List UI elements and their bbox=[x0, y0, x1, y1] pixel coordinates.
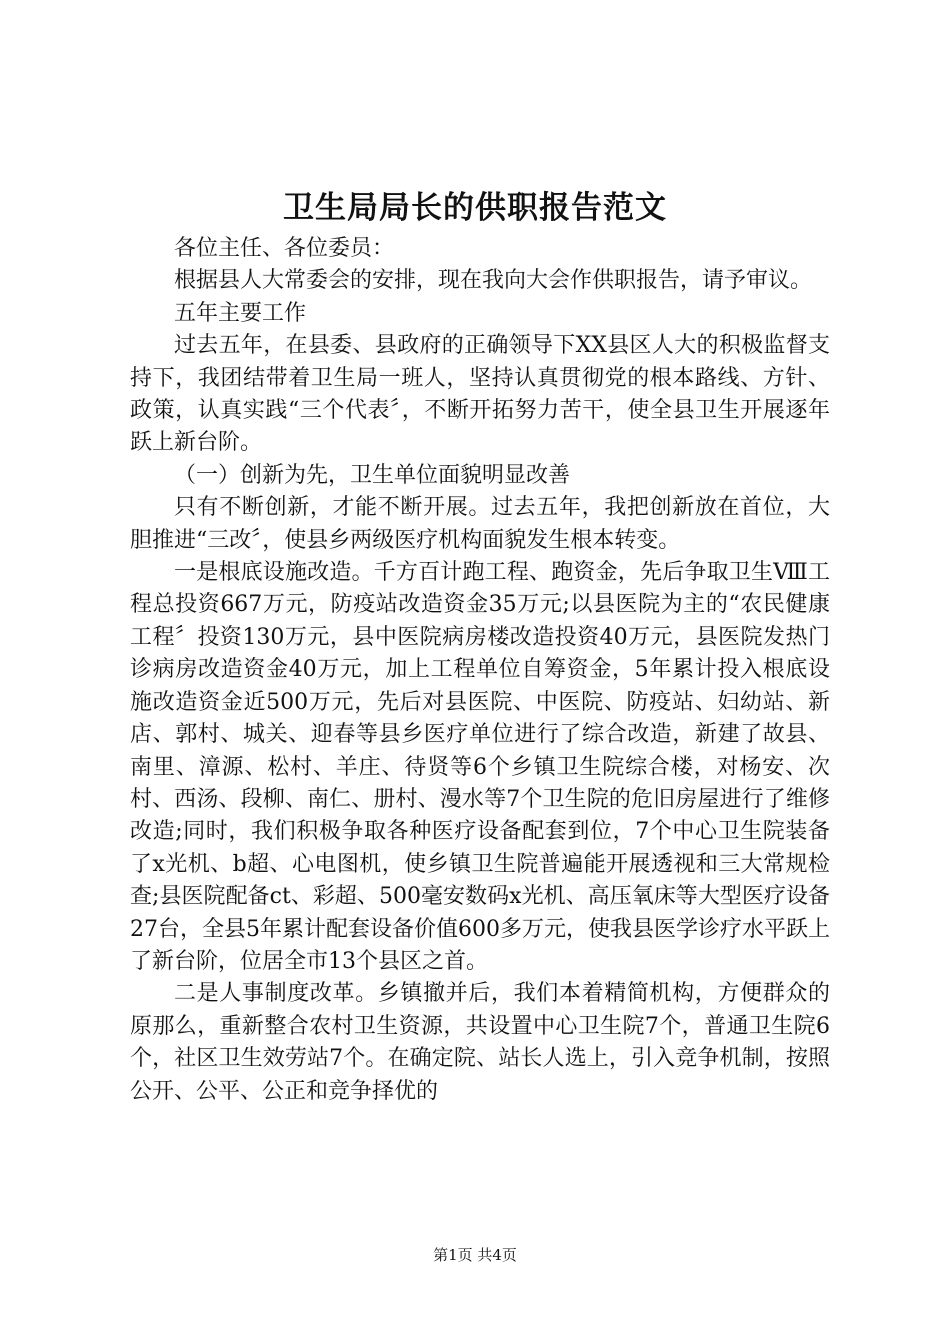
section-heading-main-work: 五年主要工作 bbox=[174, 300, 307, 326]
document-body bbox=[130, 233, 830, 1108]
paragraph-innovation: 只有不断创新，才能不断开展。过去五年，我把创新放在首位，大胆推进“三改〞，使县乡两级医疗机构面貌发生根本转变。 bbox=[130, 495, 830, 553]
paragraph-personnel-reform: 二是人事制度改革。乡镇撤并后，我们本着精简机构，方便群众的原那么，重新整合农村卫生资源，共设置中心卫生院7个，普通卫生院6个，社区卫生效劳站7个。在确定院、站长人选上，引入竞争机制，按照公开、公平、公正和竞争择优的 bbox=[130, 981, 830, 1104]
paragraph-infrastructure: 一是根底设施改造。千方百计跑工程、跑资金，先后争取卫生Ⅷ工程总投资667万元，防疫站改造资金35万元;以县医院为主的“农民健康工程〞投资130万元，县中医院病房楼改造投资40万元，县医院发热门诊病房改造资金40万元，加上工程单位自筹资金，5年累计投入根底设施改造资金近500万元，先后对县医院、中医院、防疫站、妇幼站、新店、郭村、城关、迎春等县乡医疗单位进行了综合改造，新建了故县、南里、漳源、松村、羊庄、待贤等6个乡镇卫生院综合楼，对杨安、次村、西汤、段柳、南仁、册村、漫水等7个卫生院的危旧房屋进行了维修改造;同时，我们积极争取各种医疗设备配套到位，7个中心卫生院装备了x光机、b超、心电图机，使乡镇卫生院普遍能开展透视和三大常规检查;县医院配备ct、彩超、500毫安数码x光机、高压氧床等大型医疗设备27台，全县5年累计配套设备价值600多万元，使我县医学诊疗水平跃上了新台阶，位居全市13个县区之首。 bbox=[130, 560, 830, 974]
paragraph-intro: 根据县人大常委会的安排，现在我向大会作供职报告，请予审议。 bbox=[174, 268, 813, 294]
page-footer: 第1页 共4页 bbox=[433, 1246, 517, 1264]
subsection-heading-innovation: （一）创新为先，卫生单位面貌明显改善 bbox=[174, 462, 571, 488]
paragraph-overview: 过去五年，在县委、县政府的正确领导下XX县区人大的积极监督支持下，我团结带着卫生局一班人，坚持认真贯彻党的根本路线、方针、政策，认真实践“三个代表〞，不断开拓努力苦干，使全县卫生开展逐年跃上新台阶。 bbox=[130, 333, 830, 456]
document-title: 卫生局局长的供职报告范文 bbox=[283, 190, 667, 226]
paragraph-salutation: 各位主任、各位委员： bbox=[174, 236, 395, 261]
